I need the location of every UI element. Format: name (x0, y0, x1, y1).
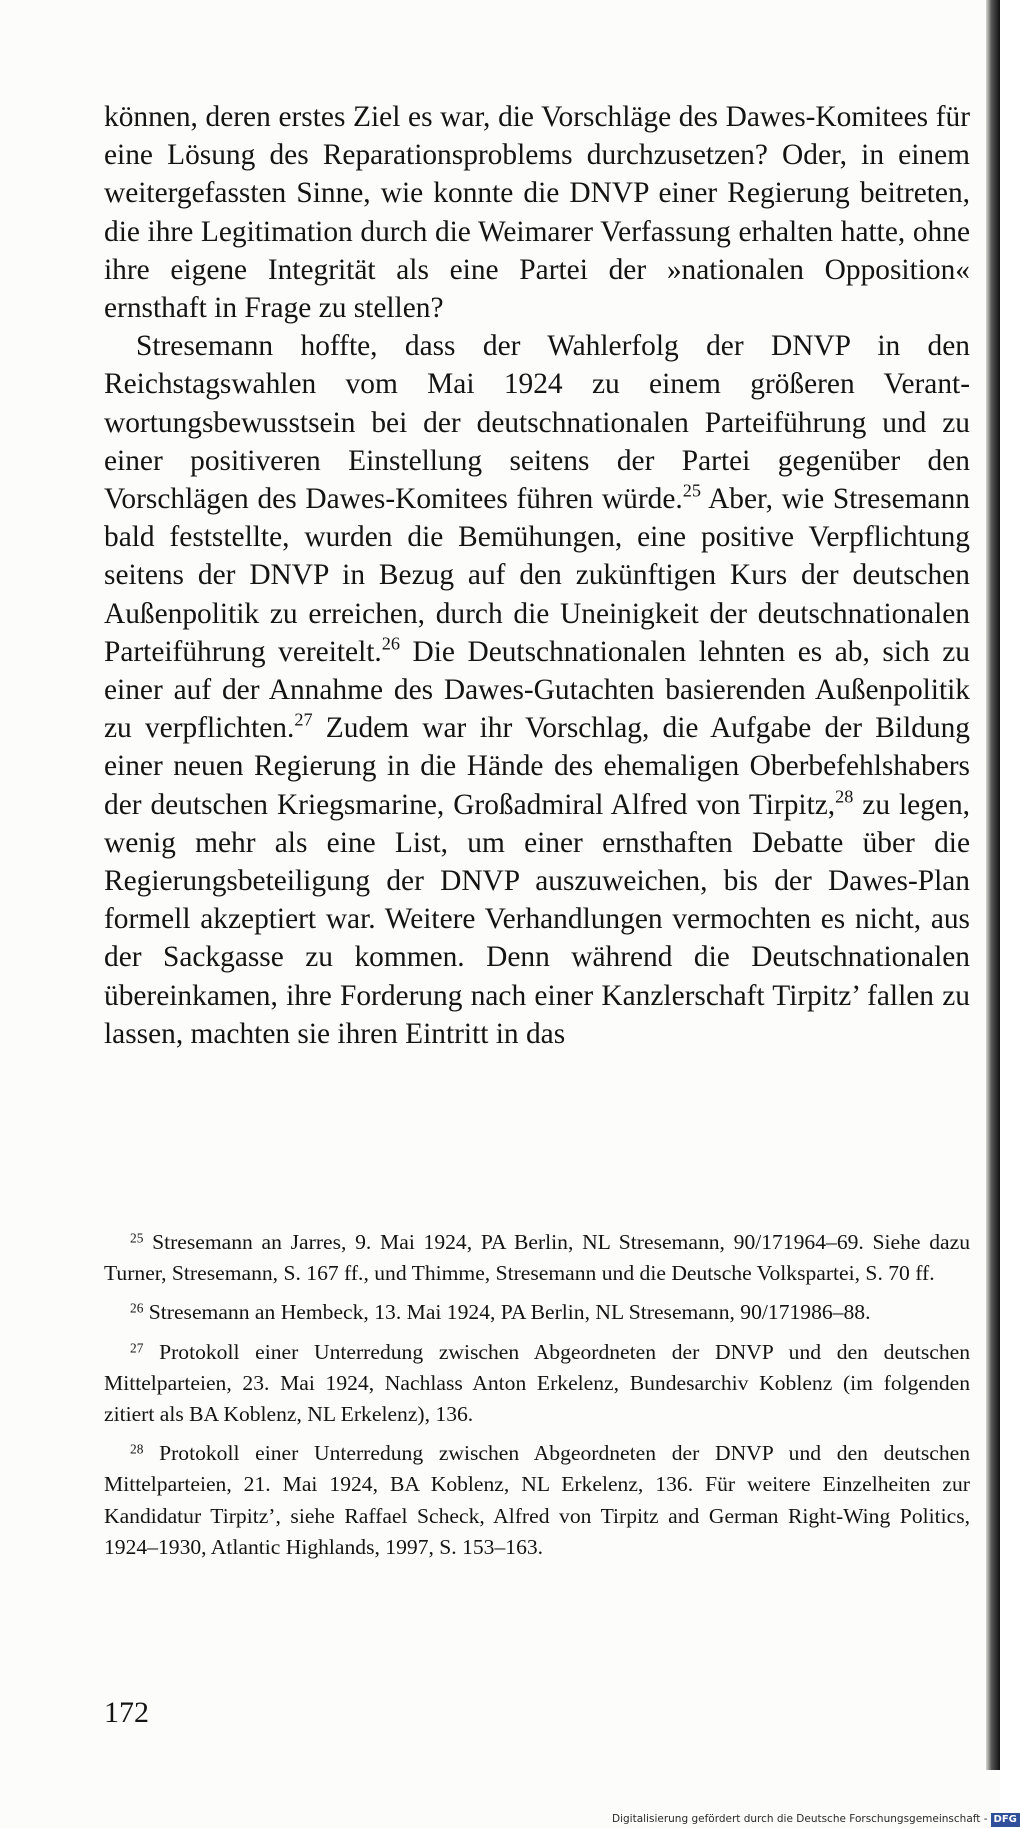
footnote-26 (104, 1297, 970, 1328)
footnote-25 (104, 1227, 970, 1289)
digitization-credit (612, 1810, 1017, 1828)
credit-text: Digitalisierung gefördert durch die Deutsche Forschungsgemeinschaft - (612, 1813, 988, 1825)
footnote-ref-28: 28 (835, 786, 854, 807)
paragraph-2-part-c: Die Deutschnationalen lehnten es ab, sich zu einer auf der Annahme des Dawes-Gutachten basierenden Außenpolitik zu verpflichten. (104, 635, 970, 745)
paragraph-2-part-a: Stresemann hoffte, dass der Wahlerfolg der DNVP in den Reichstagswahlen vom Mai 1924 zu einem größeren Verantwortungsbewusstsein bei der deutschnationalen Parteiführung und zu einer positiveren Einstellung seitens der Partei gegenüber den Vorschlägen des Dawes-Komitees führen würde. (104, 330, 970, 516)
main-text (104, 98, 970, 1053)
paragraph-2-part-e: zu legen, wenig mehr als eine List, um einer ernsthaften Debatte über die Regierungsbeteiligung der DNVP auszuweichen, bis der Dawes-Plan formell akzeptiert war. Weitere Verhandlungen vermochten es nicht, aus der Sackgasse zu kommen. Denn während die Deutschnationalen übereinkamen, ihre Forderung nach einer Kanzlerschaft Tirpitz’ fallen zu lassen, machten sie ihren Eintritt in das (104, 788, 970, 1050)
footnote-text: Stresemann an Hembeck, 13. Mai 1924, PA Berlin, NL Stresemann, 90/171986–88. (143, 1300, 871, 1325)
footnote-number: 26 (130, 1300, 144, 1316)
footnote-ref-27: 27 (294, 709, 313, 730)
paragraph-1: können, deren erstes Ziel es war, die Vorschläge des Dawes-Komitees für eine Lösung des Reparationsproblems durchzusetzen? Oder, in einem weitergefassten Sinne, wie konnte die DNVP einer Regierung beitreten, die ihre Legitimation durch die Weimarer Verfassung erhalten hatte, ohne ihre eigene Integrität als eine Partei der »nationalen Opposition« ernsthaft in Frage zu stellen? (104, 101, 970, 325)
paragraph-2-part-b: Aber, wie Stresemann bald feststellte, wurden die Bemühungen, eine positive Verpflichtung seitens der DNVP in Bezug auf den zukünftigen Kurs der deutschen Außenpolitik zu erreichen, durch die Uneinigkeit der deutschnationalen Parteiführung vereitelt. (104, 483, 970, 668)
paragraph-2 (104, 327, 970, 1053)
footnote-27 (104, 1337, 970, 1431)
footnote-ref-25: 25 (682, 480, 701, 501)
footnote-number: 25 (130, 1230, 144, 1246)
footnotes (104, 1227, 970, 1571)
footnote-text: Protokoll einer Unterredung zwischen Abgeordneten der DNVP und den deutschen Mittelparteien, 21. Mai 1924, BA Koblenz, NL Erkelenz, 136. Für weitere Einzelheiten zur Kandidatur Tirpitz’, siehe Raffael Scheck, Alfred von Tirpitz and German Right-Wing Politics, 1924–1930, Atlantic Highlands, 1997, S. 153–163. (104, 1441, 970, 1559)
footnote-text: Protokoll einer Unterredung zwischen Abgeordneten der DNVP und den deutschen Mittelparteien, 23. Mai 1924, Nachlass Anton Erkelenz, Bundesarchiv Koblenz (im folgenden zitiert als BA Koblenz, NL Erkelenz), 136. (104, 1339, 970, 1427)
paragraph-2-part-d: Zudem war ihr Vorschlag, die Aufgabe der Bildung einer neuen Regierung in die Hände des ehemaligen Oberbefehlshabers der deutschen Kriegsmarine, Großadmiral Alfred von Tirpitz, (104, 712, 970, 821)
page-edge-shadow (986, 0, 1000, 1770)
footnote-ref-26: 26 (381, 633, 400, 654)
footnote-number: 27 (130, 1339, 144, 1355)
dfg-logo: DFG (991, 1813, 1020, 1827)
footnote-28 (104, 1438, 970, 1563)
footnote-text: Stresemann an Jarres, 9. Mai 1924, PA Berlin, NL Stresemann, 90/171964–69. Siehe dazu Turner, Stresemann, S. 167 ff., und Thimme, Stresemann und die Deutsche Volkspartei, S. 70 ff. (104, 1230, 970, 1286)
footnote-number: 28 (130, 1441, 144, 1457)
page-number: 172 (104, 1696, 149, 1729)
